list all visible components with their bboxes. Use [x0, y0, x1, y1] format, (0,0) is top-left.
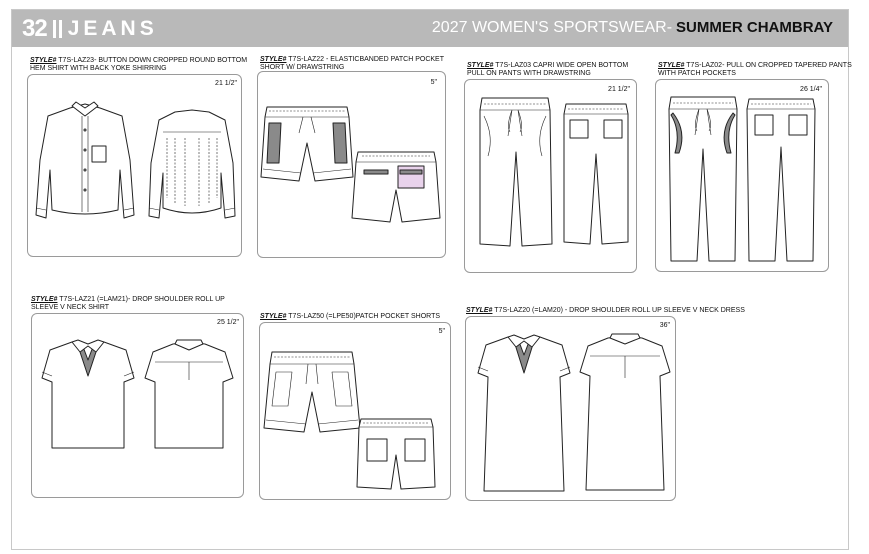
style-desc-line2: SLEEVE V NECK SHIRT: [31, 304, 110, 311]
style-tag: STYLE#: [260, 313, 287, 320]
collection-name: SUMMER CHAMBRAY: [676, 19, 833, 36]
dress-front-sketch: [474, 333, 574, 495]
style-desc-line1: T7S-LAZ20 (=LAM20) - DROP SHOULDER ROLL UP SLEEVE V NECK DRESS: [494, 307, 745, 314]
brand-logo: [22, 16, 158, 42]
dress-back-sketch: [578, 334, 672, 494]
capri-back-sketch: [562, 102, 630, 246]
style-label-laz23: [30, 57, 247, 73]
style-label-laz02: [658, 62, 852, 78]
shirt-back-sketch: [145, 108, 240, 226]
shorts-back-sketch: [350, 150, 442, 224]
style-desc-line1: T7S-LAZ03 CAPRI WIDE OPEN BOTTOM: [495, 62, 629, 69]
vneck-shirt-front-sketch: [38, 338, 138, 454]
tapered-front-sketch: [665, 95, 741, 265]
brand-word: JEANS: [67, 17, 158, 40]
length-spec: 25 1/2": [217, 319, 239, 326]
brand-bars-icon: [53, 20, 62, 38]
length-spec: 26 1/4": [800, 86, 822, 93]
vneck-shirt-back-sketch: [143, 340, 235, 454]
style-label-laz50: [260, 313, 440, 321]
length-spec: 21 1/2": [608, 86, 630, 93]
style-tag: STYLE#: [466, 307, 493, 314]
style-tag: STYLE#: [658, 62, 685, 69]
style-label-laz22: [260, 56, 444, 72]
length-spec: 5": [438, 328, 445, 335]
patch-shorts-back-sketch: [355, 417, 437, 491]
style-desc-line1: T7S-LAZ23- BUTTON DOWN CROPPED ROUND BOTTOM: [58, 57, 248, 64]
style-tag: STYLE#: [30, 57, 57, 64]
season-label: 2027 WOMEN'S SPORTSWEAR-: [431, 19, 673, 36]
brand-number: 32: [22, 15, 47, 42]
style-tag: STYLE#: [31, 296, 58, 303]
capri-front-sketch: [476, 96, 554, 248]
style-desc-line1: T7S-LAZ50 (=LPE50)PATCH POCKET SHORTS: [288, 313, 441, 320]
header-bar: [12, 10, 848, 47]
style-tag: STYLE#: [260, 56, 287, 63]
style-desc-line2: WITH PATCH POCKETS: [658, 70, 736, 77]
style-tag: STYLE#: [467, 62, 494, 69]
style-label-laz21: [31, 296, 225, 312]
style-desc-line1: T7S-LAZ21 (=LAM21)- DROP SHOULDER ROLL UP: [59, 296, 225, 303]
length-spec: 5": [430, 79, 437, 86]
shirt-front-sketch: [30, 100, 140, 225]
style-desc-line2: SHORT W/ DRAWSTRING: [260, 64, 345, 71]
style-desc-line1: T7S-LAZ02- PULL ON CROPPED TAPERED PANTS: [686, 62, 852, 69]
length-spec: 36": [659, 322, 670, 329]
style-desc-line2: PULL ON PANTS WITH DRAWSTRING: [467, 70, 591, 77]
length-spec: 21 1/2": [215, 80, 237, 87]
style-label-laz20: [466, 307, 745, 315]
style-desc-line2: HEM SHIRT WITH BACK YOKE SHIRRING: [30, 65, 167, 72]
tapered-back-sketch: [745, 97, 817, 265]
shorts-front-sketch: [259, 103, 355, 183]
patch-shorts-front-sketch: [262, 350, 362, 434]
style-label-laz03: [467, 62, 628, 78]
style-desc-line1: T7S-LAZ22 - ELASTICBANDED PATCH POCKET: [288, 56, 445, 63]
season-title: [432, 19, 833, 37]
